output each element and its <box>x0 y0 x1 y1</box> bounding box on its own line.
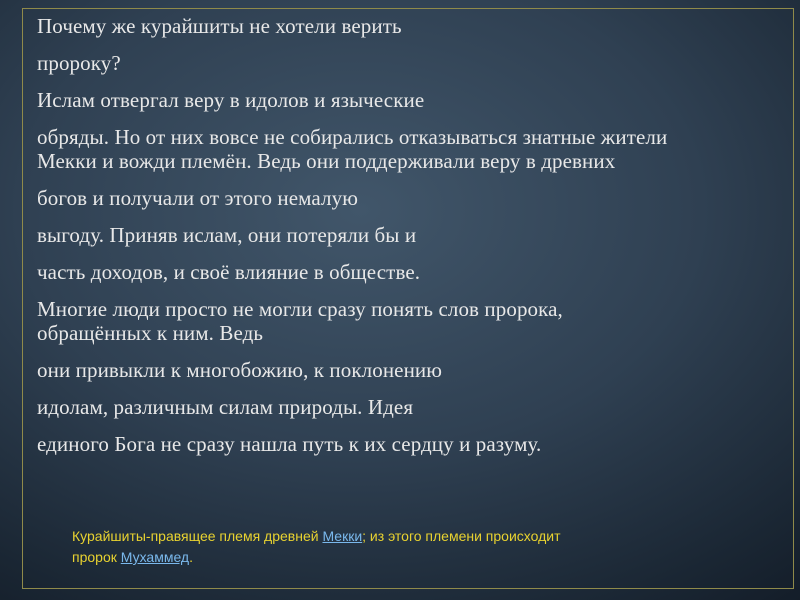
text-line: Ислам отвергал веру в идолов и языческие <box>37 88 425 112</box>
slide-body-text <box>37 14 800 456</box>
text-line: единого Бога не сразу нашла путь к их сердцу и разуму. <box>37 432 542 456</box>
text-line: обращённых к ним. Ведь <box>37 321 264 345</box>
text-line: идолам, различным силам природы. Идея <box>37 395 414 419</box>
text-line: часть доходов, и своё влияние в обществе. <box>37 260 421 284</box>
text-line: богов и получали от этого немалую <box>37 186 358 210</box>
footnote-text: пророк <box>72 549 121 565</box>
footnote-text: ; из этого племени происходит <box>362 528 561 544</box>
text-line: обряды. Но от них вовсе не собирались отказываться знатные жители <box>37 125 668 149</box>
text-line: Мекки и вожди племён. Ведь они поддерживали веру в древних <box>37 149 616 173</box>
text-line: Многие люди просто не могли сразу понять слов пророка, <box>37 297 563 321</box>
text-line: пророку? <box>37 51 121 75</box>
muhammad-link[interactable]: Мухаммед <box>120 549 190 565</box>
mecca-link[interactable]: Мекки <box>322 528 363 544</box>
footnote-text: Курайшиты-правящее племя древней <box>72 528 323 544</box>
footnote-text: . <box>189 549 193 565</box>
text-line: выгоду. Приняв ислам, они потеряли бы и <box>37 223 417 247</box>
text-line: они привыкли к многобожию, к поклонению <box>37 358 443 382</box>
footnote <box>72 526 772 568</box>
text-line: Почему же курайшиты не хотели верить <box>37 14 402 38</box>
